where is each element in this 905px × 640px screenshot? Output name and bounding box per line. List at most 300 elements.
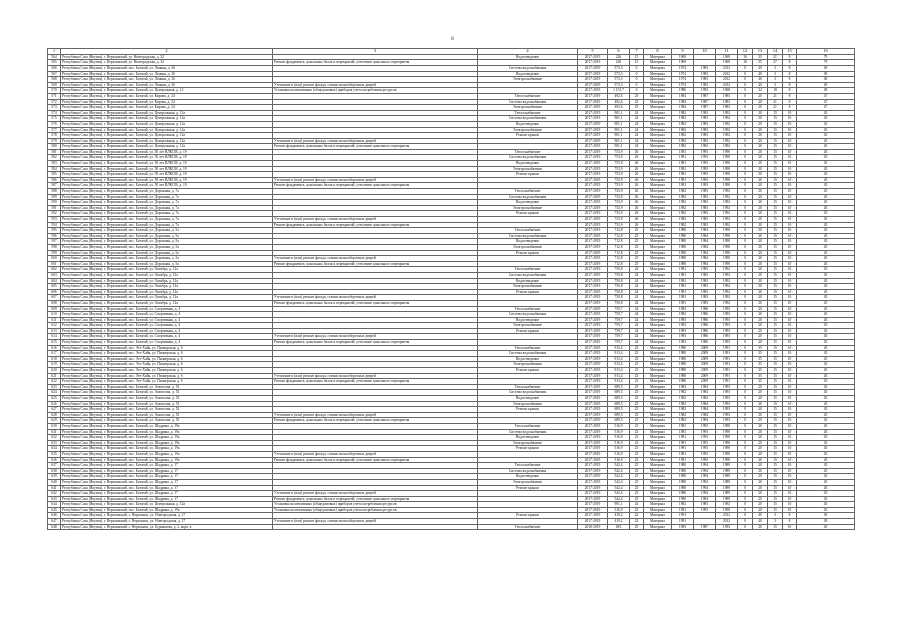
table-cell: 1983: [694, 82, 716, 88]
table-cell: 2017-2019: [578, 485, 608, 491]
table-cell: 45: [797, 300, 855, 306]
table-cell: 45: [797, 172, 855, 178]
table-cell: 1986: [694, 312, 716, 318]
table-cell: 45: [797, 362, 855, 368]
table-cell: 1993: [716, 328, 738, 334]
table-cell: 1981: [672, 457, 694, 463]
table-cell: 23: [630, 451, 644, 457]
table-cell: 24: [630, 334, 644, 340]
table-cell: 20: [753, 250, 768, 256]
table-cell: 2017-2019: [578, 284, 608, 290]
table-cell: 15: [768, 390, 783, 396]
table-cell: Республика Саха (Якутия), г. Верхоянский, пос. Батагай, ул. Шадрина, д. 19а: [61, 435, 273, 441]
table-cell: 575: [48, 116, 61, 122]
table-cell: 2017-2019: [578, 99, 608, 105]
table-cell: 10: [783, 317, 797, 323]
table-cell: 10: [783, 133, 797, 139]
table-cell: 25: [630, 524, 644, 530]
table-cell: Материал: [644, 189, 672, 195]
table-cell: Республика Саха (Якутия), г. Верхоянский, пос. Батагай, ул. Кирова, д. 24: [61, 105, 273, 111]
table-cell: 0: [738, 412, 753, 418]
table-cell: 1983: [694, 222, 716, 228]
table-cell: 592: [48, 211, 61, 217]
table-cell: 24: [630, 312, 644, 318]
table-cell: 1984: [694, 228, 716, 234]
table-cell: 0: [738, 211, 753, 217]
table-cell: 643: [48, 496, 61, 502]
table-cell: Материал: [644, 384, 672, 390]
table-cell: Республика Саха (Якутия), г. Верхоянский, пос. Батагай, ул. Дорожная, д. 5а: [61, 233, 273, 239]
table-cell: 20: [753, 99, 768, 105]
table-cell: 0: [738, 278, 753, 284]
table-cell: 20: [753, 272, 768, 278]
table-cell: 45: [797, 133, 855, 139]
table-cell: Утепление и (или) ремонт фасада, ставни полнооборотных дверей: [273, 177, 478, 183]
table-cell: 2017-2019: [578, 93, 608, 99]
table-cell: 1990: [716, 451, 738, 457]
table-cell: 20: [753, 457, 768, 463]
table-cell: 901,1: [608, 110, 630, 116]
table-cell: 581: [48, 149, 61, 155]
table-cell: 79: [797, 54, 855, 60]
table-cell: 2017-2019: [578, 144, 608, 150]
table-cell: 20: [753, 222, 768, 228]
table-cell: Республика Саха (Якутия), г. Верхоянский, пос. Батагай, ул. 50 лет ВЛКСМ, д. 19: [61, 166, 273, 172]
table-cell: 15: [768, 412, 783, 418]
table-cell: Система водоснабжения: [478, 116, 578, 122]
table-cell: 542,4: [608, 485, 630, 491]
table-cell: 25: [630, 390, 644, 396]
table-cell: 26: [630, 166, 644, 172]
table-cell: Республика Саха (Якутия), г. Верхоянский, пос. Батагай, ул. Спортивная, д. 4: [61, 306, 273, 312]
table-cell: 24: [630, 144, 644, 150]
table-cell: Материал: [644, 345, 672, 351]
table-cell: 613: [48, 328, 61, 334]
table-cell: 1981: [672, 295, 694, 301]
table-cell: 26: [630, 217, 644, 223]
table-cell: 1992: [716, 289, 738, 295]
table-cell: 10: [783, 312, 797, 318]
table-cell: Электроснабжение: [478, 105, 578, 111]
table-cell: Материал: [644, 99, 672, 105]
table-cell: 0: [738, 239, 753, 245]
table-cell: 0: [630, 71, 644, 77]
table-cell: 16: [738, 54, 753, 60]
table-cell: 20: [753, 149, 768, 155]
table-cell: Материал: [644, 144, 672, 150]
table-cell: 1983: [716, 105, 738, 111]
table-cell: 516,9: [608, 507, 630, 513]
table-cell: 634: [48, 446, 61, 452]
table-cell: Республика Саха (Якутия), г. Верхоянский, пос. Батагай, ул. Шадрина, д. 19а: [61, 507, 273, 513]
table-cell: 24: [630, 267, 644, 273]
table-cell: 2017-2019: [578, 451, 608, 457]
table-cell: 1983: [694, 65, 716, 71]
table-cell: 10: [783, 390, 797, 396]
table-cell: 572: [48, 99, 61, 105]
table-cell: 20: [753, 463, 768, 469]
table-cell: 608: [48, 300, 61, 306]
table-cell: 45: [797, 446, 855, 452]
table-cell: 45: [797, 278, 855, 284]
table-cell: 25: [630, 228, 644, 234]
table-cell: Республика Саха (Якутия), г. Верхоянский, пос. Батагай, ул. Аммосова, д. 53: [61, 412, 273, 418]
table-cell: 604: [48, 278, 61, 284]
table-cell: 20: [753, 144, 768, 150]
table-cell: 10: [783, 211, 797, 217]
table-cell: 10: [783, 524, 797, 530]
table-cell: 15: [768, 217, 783, 223]
table-cell: Материал: [644, 295, 672, 301]
table-cell: Система водоснабжения: [478, 99, 578, 105]
table-cell: 2017-2019: [578, 317, 608, 323]
table-cell: Материал: [644, 77, 672, 83]
table-cell: 1983: [694, 217, 716, 223]
table-cell: 492,6: [608, 105, 630, 111]
table-cell: 20: [753, 166, 768, 172]
table-cell: Материал: [644, 261, 672, 267]
table-cell: 21: [768, 54, 783, 60]
table-cell: 1990: [716, 161, 738, 167]
table-cell: Республика Саха (Якутия), г. Верхоянский, пос. Батагай, ул. Аммосова, д. 53: [61, 418, 273, 424]
table-cell: Водоотведение: [478, 356, 578, 362]
table-cell: 20: [753, 468, 768, 474]
table-cell: Республика Саха (Якутия), г. Верхоянский, пос. Батагай, ул. Шадрина, д. 19а: [61, 451, 273, 457]
table-cell: 0: [738, 345, 753, 351]
table-cell: 1968: [716, 88, 738, 94]
table-cell: 611: [48, 317, 61, 323]
table-cell: Республика Саха (Якутия), г. Верхоянский, пос. Батагай, ул. Шадрина, д. 17: [61, 491, 273, 497]
table-cell: 1990: [716, 166, 738, 172]
table-cell: 2009: [694, 368, 716, 374]
table-cell: Материал: [644, 435, 672, 441]
table-cell: 10: [783, 194, 797, 200]
table-cell: 750,8: [608, 267, 630, 273]
table-cell: 24: [630, 133, 644, 139]
table-cell: 2017-2019: [578, 110, 608, 116]
table-cell: 1986: [694, 323, 716, 329]
table-cell: 10: [783, 507, 797, 513]
table-cell: Республика Саха (Якутия), г. Верхоянский, с. Верхоянск, ул. Новгородская, д. 27: [61, 513, 273, 519]
table-cell: 10: [783, 149, 797, 155]
table-cell: 25: [630, 479, 644, 485]
table-cell: 646: [48, 513, 61, 519]
table-cell: 1969: [672, 60, 694, 66]
table-cell: 2012: [716, 65, 738, 71]
table-cell: Республика Саха (Якутия), г. Верхоянский, пос. Эге-Хайя, ул. Пионерская, д. 6: [61, 368, 273, 374]
table-cell: 1984: [694, 244, 716, 250]
table-cell: 2017-2019: [578, 446, 608, 452]
table-cell: 15: [768, 446, 783, 452]
table-cell: 1990: [716, 440, 738, 446]
table-cell: 10: [783, 306, 797, 312]
table-cell: Материал: [644, 116, 672, 122]
table-cell: 20: [753, 474, 768, 480]
table-cell: 25: [630, 463, 644, 469]
table-cell: 1983: [694, 110, 716, 116]
table-cell: 0: [738, 334, 753, 340]
table-cell: 10: [783, 121, 797, 127]
table-cell: 45: [797, 312, 855, 318]
table-cell: 2017-2019: [578, 217, 608, 223]
table-cell: 0: [738, 144, 753, 150]
table-cell: Республика Саха (Якутия), г. Верхоянский, пос. Батагай, ул. Центральная, д. 12а: [61, 121, 273, 127]
table-cell: 516,9: [608, 440, 630, 446]
table-cell: Система водоснабжения: [478, 351, 578, 357]
table-cell: Материал: [644, 507, 672, 513]
table-cell: 0: [738, 284, 753, 290]
table-cell: 45: [797, 440, 855, 446]
table-cell: 2017-2019: [578, 306, 608, 312]
table-cell: 20: [753, 127, 768, 133]
table-cell: 45: [797, 261, 855, 267]
table-cell: 1982: [672, 138, 694, 144]
table-cell: Республика Саха (Якутия), г. Верхоянский, пос. Батагай, ул. Ленина, д. 36: [61, 71, 273, 77]
table-cell: 2017-2019: [578, 496, 608, 502]
table-cell: Материал: [644, 429, 672, 435]
table-cell: 1994: [694, 479, 716, 485]
table-cell: Ремонт крыши: [478, 407, 578, 413]
table-cell: 45: [797, 351, 855, 357]
table-cell: 10: [783, 328, 797, 334]
table-cell: 1992: [716, 211, 738, 217]
table-cell: 10: [783, 295, 797, 301]
table-cell: 20: [753, 110, 768, 116]
table-cell: 750,8: [608, 278, 630, 284]
table-cell: 10: [783, 116, 797, 122]
table-cell: 25: [630, 496, 644, 502]
table-cell: 1990: [716, 244, 738, 250]
table-cell: 23: [630, 345, 644, 351]
table-cell: 2017-2019: [578, 418, 608, 424]
table-cell: 45: [797, 121, 855, 127]
table-cell: Материал: [644, 401, 672, 407]
table-cell: 2017-2019: [578, 491, 608, 497]
table-cell: 1989: [716, 474, 738, 480]
table-cell: 2017-2019: [578, 77, 608, 83]
table-cell: 586: [48, 177, 61, 183]
table-cell: 0: [738, 172, 753, 178]
table-cell: 1992: [716, 205, 738, 211]
table-cell: Республика Саха (Якутия), г. Верхоянский, пос. Батагай, ул. Октябрь, д. 12а: [61, 300, 273, 306]
table-cell: 542,4: [608, 491, 630, 497]
table-cell: 40: [753, 65, 768, 71]
table-cell: 0: [738, 88, 753, 94]
table-cell: Материал: [644, 390, 672, 396]
table-cell: Республика Саха (Якутия), г. Верхоянский, пос. Батагай, ул. Шадрина, д. 19а: [61, 446, 273, 452]
table-cell: 2017-2019: [578, 300, 608, 306]
table-cell: 20: [753, 418, 768, 424]
table-cell: 639: [48, 474, 61, 480]
table-cell: Система водоснабжения: [478, 155, 578, 161]
table-cell: 1993: [694, 88, 716, 94]
table-cell: 0: [738, 200, 753, 206]
table-cell: 8: [783, 513, 797, 519]
table-cell: 1994: [694, 491, 716, 497]
table-cell: 15: [768, 407, 783, 413]
table-cell: 10: [783, 166, 797, 172]
table-cell: Республика Саха (Якутия), г. Верхоянский, пос. Батагай, ул. Дорожная, д. 5а: [61, 250, 273, 256]
table-cell: 25: [630, 418, 644, 424]
table-cell: 20: [753, 172, 768, 178]
table-cell: 25: [630, 474, 644, 480]
table-cell: 10: [783, 373, 797, 379]
table-cell: 1993: [716, 312, 738, 318]
table-cell: 1991: [716, 362, 738, 368]
table-cell: 45: [797, 217, 855, 223]
table-cell: Система водоснабжения: [478, 390, 578, 396]
table-cell: 913,4: [608, 368, 630, 374]
table-cell: 15: [768, 116, 783, 122]
table-cell: 45: [797, 200, 855, 206]
table-cell: 616: [48, 345, 61, 351]
table-cell: Материал: [644, 312, 672, 318]
table-cell: 582: [48, 155, 61, 161]
table-cell: 570: [48, 88, 61, 94]
table-cell: Материал: [644, 256, 672, 262]
table-cell: Материал: [644, 373, 672, 379]
table-cell: Утепление и (или) ремонт фасада, ставни полнооборотных дверей: [273, 138, 478, 144]
table-cell: Республика Саха (Якутия), г. Верхоянский, пос. Эге-Хайя, ул. Пионерская, д. 6: [61, 373, 273, 379]
table-cell: 1984: [694, 256, 716, 262]
table-cell: 1981: [672, 272, 694, 278]
table-cell: 0: [738, 93, 753, 99]
table-cell: 49: [797, 82, 855, 88]
table-cell: Утепление и (или) ремонт фасада, ставни полнооборотных дверей: [273, 412, 478, 418]
table-cell: 0: [738, 306, 753, 312]
table-cell: 25: [630, 401, 644, 407]
table-cell: 10: [783, 463, 797, 469]
table-cell: 1992: [716, 127, 738, 133]
table-cell: 1983: [694, 278, 716, 284]
table-cell: 1993: [694, 507, 716, 513]
table-cell: 1983: [672, 317, 694, 323]
table-cell: Республика Саха (Якутия), г. Верхоянский, пос. Эге-Хайя, ул. Пионерская, д. 6: [61, 345, 273, 351]
table-cell: 612: [48, 323, 61, 329]
table-cell: 1986: [694, 334, 716, 340]
table-cell: 8: [783, 77, 797, 83]
table-cell: 0: [738, 295, 753, 301]
table-cell: Ремонт крыши: [478, 513, 578, 519]
table-cell: 712,8: [608, 228, 630, 234]
table-cell: Электроснабжение: [478, 127, 578, 133]
table-cell: 1982: [672, 110, 694, 116]
table-cell: 10: [783, 278, 797, 284]
table-cell: Электроснабжение: [478, 166, 578, 172]
table-cell: Материал: [644, 328, 672, 334]
table-cell: 15: [768, 133, 783, 139]
table-cell: 1989: [716, 491, 738, 497]
table-cell: 2012: [716, 77, 738, 83]
table-cell: 750,8: [608, 295, 630, 301]
table-cell: 1993: [716, 323, 738, 329]
table-cell: 1983: [694, 502, 716, 508]
table-cell: 642: [48, 491, 61, 497]
table-cell: Материал: [644, 496, 672, 502]
table-cell: Водоотведение: [478, 239, 578, 245]
table-cell: 0: [738, 401, 753, 407]
table-cell: Республика Саха (Якутия), г. Верхоянский, пос. Батагай, ул. 50 лет ВЛКСМ, д. 19: [61, 149, 273, 155]
table-cell: 599: [48, 250, 61, 256]
table-cell: 0: [738, 362, 753, 368]
table-cell: Республика Саха (Якутия), г. Верхоянский, пос. Батагай, ул. Дорожная, д. 5а: [61, 261, 273, 267]
table-cell: 2017-2019: [578, 116, 608, 122]
table-cell: 45: [797, 485, 855, 491]
table-cell: Республика Саха (Якутия), г. Верхоянский, ул. Новгородская, д. 32: [61, 60, 273, 66]
table-cell: 24: [630, 110, 644, 116]
table-cell: Материал: [644, 65, 672, 71]
table-cell: 45: [797, 110, 855, 116]
table-cell: 1980: [672, 233, 694, 239]
table-cell: 1992: [716, 116, 738, 122]
table-cell: 419,2: [608, 513, 630, 519]
table-cell: 1993: [694, 446, 716, 452]
table-cell: 226: [608, 54, 630, 60]
table-cell: 45: [797, 166, 855, 172]
table-cell: 3: [768, 71, 783, 77]
table-cell: 542,4: [608, 468, 630, 474]
table-cell: Водоотведение: [478, 278, 578, 284]
table-cell: 0: [738, 407, 753, 413]
table-cell: 10: [783, 200, 797, 206]
table-cell: Ремонт крыши: [478, 328, 578, 334]
table-cell: 0: [738, 228, 753, 234]
table-cell: Электроснабжение: [478, 205, 578, 211]
table-cell: 631: [48, 429, 61, 435]
table-cell: 15: [768, 250, 783, 256]
table-cell: 20: [753, 334, 768, 340]
table-cell: 2009: [694, 351, 716, 357]
table-cell: 1993: [716, 401, 738, 407]
table-cell: Республика Саха (Якутия), г. Верхоянский, пос. Батагай, ул. Дорожная, д. 5а: [61, 239, 273, 245]
column-header: 8: [644, 49, 672, 55]
table-cell: 15: [768, 233, 783, 239]
table-cell: 15: [768, 228, 783, 234]
table-cell: 1992: [716, 300, 738, 306]
table-cell: 2017-2019: [578, 183, 608, 189]
table-cell: 15: [768, 474, 783, 480]
table-cell: Электроснабжение: [478, 284, 578, 290]
table-cell: 10: [783, 435, 797, 441]
table-cell: Ремонт крыши: [478, 211, 578, 217]
table-cell: 913,4: [608, 351, 630, 357]
page-number: 8: [451, 37, 454, 42]
table-cell: 2009: [694, 373, 716, 379]
table-cell: 2017-2019: [578, 295, 608, 301]
table-cell: Материал: [644, 485, 672, 491]
table-cell: Республика Саха (Якутия), г. Верхоянский, пос. Батагай, ул. Спортивная, д. 4: [61, 323, 273, 329]
table-cell: 2017-2019: [578, 82, 608, 88]
table-cell: 45: [797, 435, 855, 441]
table-cell: 35: [753, 356, 768, 362]
table-cell: 15: [768, 384, 783, 390]
table-cell: Ремонт фундамента, цокольных балок и перекрытий, утепление цокольного перекрытия: [273, 60, 478, 66]
table-cell: 1990: [716, 228, 738, 234]
table-cell: Ремонт крыши: [478, 250, 578, 256]
table-cell: Утепление и (или) ремонт фасада, ставни полнооборотных дверей: [273, 491, 478, 497]
table-cell: 2017-2019: [578, 474, 608, 480]
table-cell: 26: [630, 200, 644, 206]
table-cell: Республика Саха (Якутия), г. Верхоянский, с. Верхоянск, ул. Бурнашева, д. 2, корп. а: [61, 524, 273, 530]
table-cell: 2017-2019: [578, 423, 608, 429]
table-cell: 10: [783, 451, 797, 457]
table-cell: 10: [783, 407, 797, 413]
table-cell: 1990: [716, 435, 738, 441]
table-cell: 23: [630, 356, 644, 362]
table-cell: 15: [768, 289, 783, 295]
table-cell: 588: [48, 189, 61, 195]
table-cell: 24: [630, 138, 644, 144]
